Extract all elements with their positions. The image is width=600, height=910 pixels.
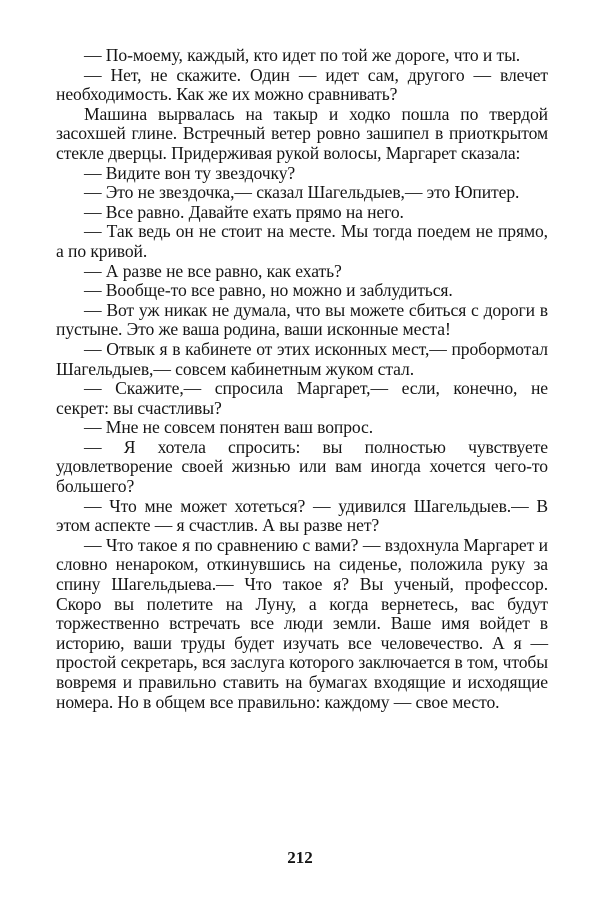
paragraph-11: — Отвык я в кабинете от этих исконных мест,— пробормотал Шагельдыев,— совсем кабинетным жуком стал.: [56, 338, 548, 379]
paragraph-3: Машина вырвалась на такыр и ходко пошла по твердой засохшей глине. Встречный ветер ровно зашипел в приоткрытом стекле дверцы. Придерживая рукой волосы, Маргарет сказала:: [56, 103, 548, 163]
paragraph-13: — Мне не совсем понятен ваш вопрос.: [84, 417, 374, 438]
paragraph-12: — Скажите,— спросила Маргарет,— если, конечно, не секрет: вы счастливы?: [56, 378, 548, 418]
paragraph-9: — Вообще-то все равно, но можно и заблудиться.: [84, 280, 453, 301]
paragraph-16: — Что такое я по сравнению с вами? — вздохнула Маргарет и словно ненароком, откинувшись на сиденье, положила руку за спину Шагельдыева.— Что такое я? Вы ученый, профессор. Скоро вы полетите на Луну, а когда вернетесь, вас будут торжественно встречать все люди земли. Ваше имя войдет в историю, ваши труды будет изучать все человечество. А я — простой секретарь, вся заслуга которого заключается в том, чтобы вовремя и правильно ставить на бумагах входящие и исходящие номера. Но в общем все правильно: каждому — свое место.: [56, 534, 548, 712]
paragraph-6: — Все равно. Давайте ехать прямо на него.: [84, 201, 404, 222]
paragraph-14: — Я хотела спросить: вы полностью чувствуете удовлетворение своей жизнью или вам иногда хочется чего-то большего?: [56, 436, 548, 497]
paragraph-5: — Это не звездочка,— сказал Шагельдыев,— это Юпитер.: [84, 182, 520, 203]
body-text: [56, 46, 548, 712]
paragraph-8: — А разве не все равно, как ехать?: [84, 260, 342, 281]
page-number: 212: [287, 848, 313, 867]
paragraph-10: — Вот уж никак не думала, что вы можете сбиться с дороги в пустыне. Это же ваша родина, ваши исконные места!: [56, 299, 548, 340]
paragraph-4: — Видите вон ту звездочку?: [84, 162, 296, 183]
paragraph-2: — Нет, не скажите. Один — идет сам, другого — влечет необходимость. Как же их можно сравнивать?: [56, 64, 548, 105]
paragraph-7: — Так ведь он не стоит на месте. Мы тогда поедем не прямо, а по кривой.: [56, 221, 548, 261]
paragraph-1: — По-моему, каждый, кто идет по той же дороге, что и ты.: [84, 45, 521, 65]
paragraph-15: — Что мне может хотеться? — удивился Шагельдыев.— В этом аспекте — я счастлив. А вы разве нет?: [56, 495, 548, 536]
